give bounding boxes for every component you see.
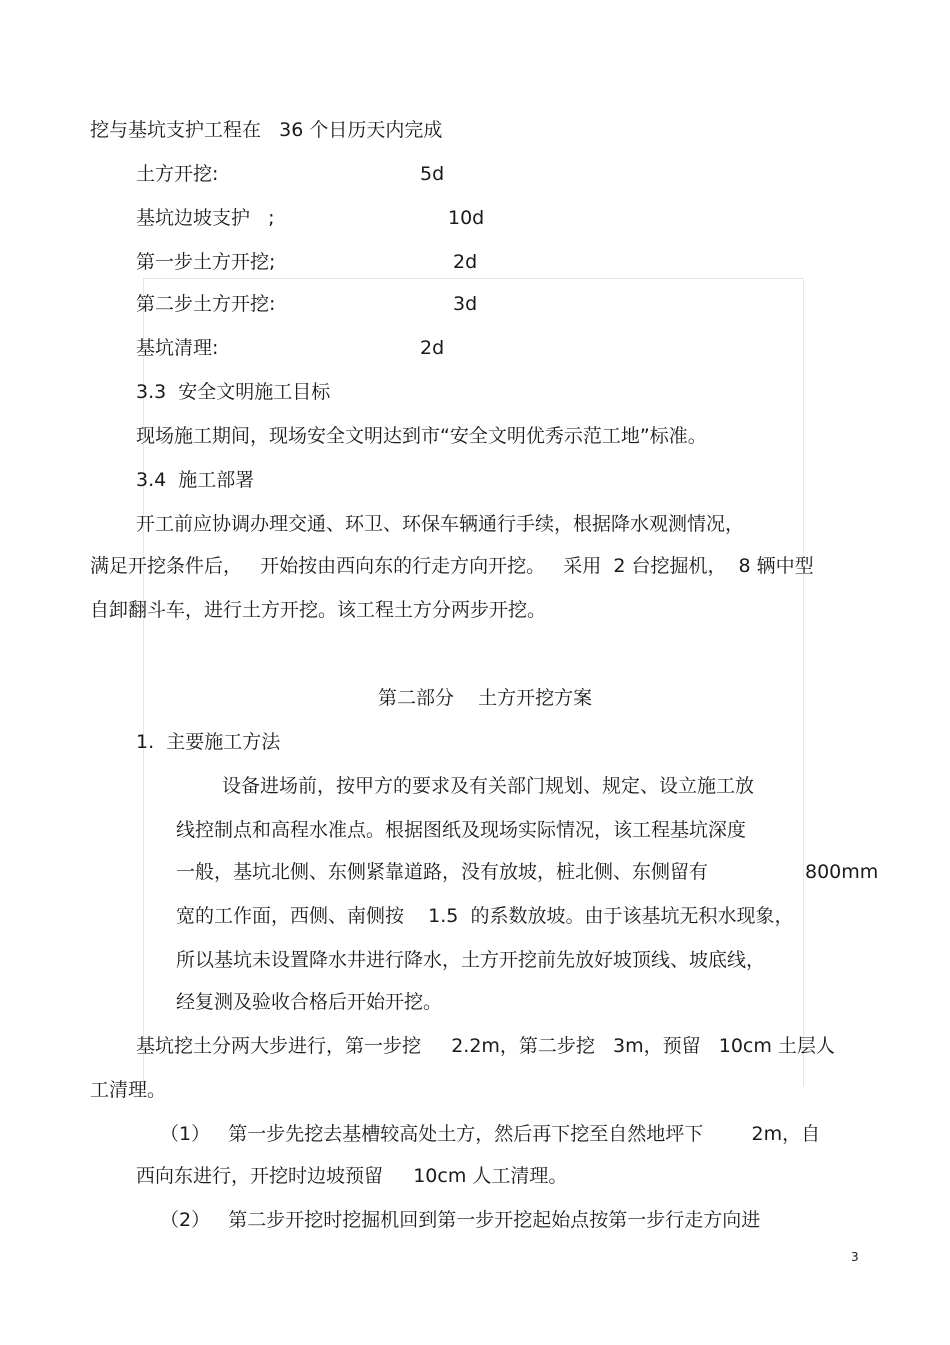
schedule-value: 10d bbox=[448, 207, 485, 229]
schedule-value: 3d bbox=[453, 293, 478, 315]
schedule-label: 第二步土方开挖: bbox=[136, 293, 276, 315]
frame-line-top bbox=[143, 278, 803, 279]
section-heading: 3.3 安全文明施工目标 bbox=[136, 381, 331, 403]
text-line: 满足开挖条件后， 开始按由西向东的行走方向开挖。 采用 2 台挖掘机， 8 辆中型 bbox=[90, 555, 814, 577]
schedule-value: 2d bbox=[453, 251, 478, 273]
text-line: 自卸翻斗车，进行土方开挖。该工程土方分两步开挖。 bbox=[90, 599, 547, 621]
section-heading: 1. 主要施工方法 bbox=[136, 731, 281, 753]
text-line: 宽的工作面，西侧、南侧按 1.5 的系数放坡。由于该基坑无积水现象， bbox=[176, 905, 794, 927]
schedule-value: 5d bbox=[420, 163, 445, 185]
text-line: 线控制点和高程水准点。根据图纸及现场实际情况，该工程基坑深度 bbox=[176, 819, 747, 841]
schedule-label: 基坑清理: bbox=[136, 337, 219, 359]
text-line: 所以基坑未设置降水井进行降水，土方开挖前先放好坡顶线、坡底线， bbox=[176, 949, 766, 971]
frame-line-right bbox=[803, 278, 804, 1086]
page-number: 3 bbox=[851, 1250, 859, 1264]
text-line: （1） 第一步先挖去基槽较高处土方，然后再下挖至自然地坪下 2m，自 bbox=[160, 1123, 821, 1145]
schedule-value: 2d bbox=[420, 337, 445, 359]
section-heading: 3.4 施工部署 bbox=[136, 469, 255, 491]
text-line: 一般，基坑北侧、东侧紧靠道路，没有放坡，桩北侧、东侧留有 bbox=[176, 861, 709, 883]
schedule-label: 土方开挖: bbox=[136, 163, 219, 185]
schedule-label: 基坑边坡支护 ; bbox=[136, 207, 275, 229]
text-line: 现场施工期间，现场安全文明达到市“安全文明优秀示范工地”标准。 bbox=[136, 425, 707, 447]
text-line: 设备进场前，按甲方的要求及有关部门规划、规定、设立施工放 bbox=[222, 775, 755, 797]
schedule-label: 第一步土方开挖; bbox=[136, 251, 276, 273]
text-line: 800mm bbox=[805, 861, 879, 883]
text-line: 开工前应协调办理交通、环卫、环保车辆通行手续，根据降水观测情况， bbox=[136, 513, 745, 535]
text-line: 经复测及验收合格后开始开挖。 bbox=[176, 991, 443, 1013]
part-title: 第二部分 土方开挖方案 bbox=[378, 687, 593, 709]
text-line: 工清理。 bbox=[90, 1079, 167, 1101]
text-line: （2） 第二步开挖时挖掘机回到第一步开挖起始点按第一步行走方向进 bbox=[160, 1209, 761, 1231]
text-line: 基坑挖土分两大步进行，第一步挖 2.2m，第二步挖 3m，预留 10cm 土层人 bbox=[136, 1035, 835, 1057]
text-line: 西向东进行，开挖时边坡预留 10cm 人工清理。 bbox=[136, 1165, 568, 1187]
text-line: 挖与基坑支护工程在 36 个日历天内完成 bbox=[90, 119, 443, 141]
